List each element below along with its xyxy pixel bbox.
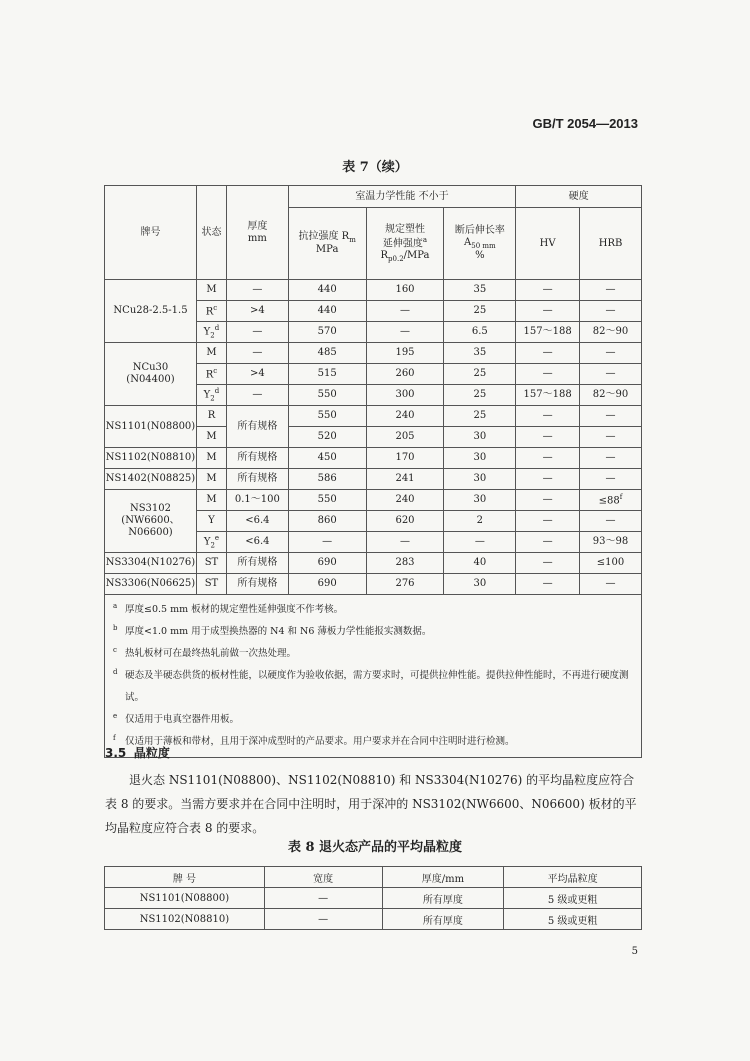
header-yield-sup: a xyxy=(422,235,428,244)
cell-tensile: 690 xyxy=(288,553,366,574)
footnote-text: 热轧板材可在最终热轧前做一次热处理。 xyxy=(125,648,297,659)
grade-label: NS1102(N08810) xyxy=(105,452,196,463)
footnote-mark: f xyxy=(113,734,116,742)
cell-elongation: 25 xyxy=(444,385,516,406)
cell-tensile: 450 xyxy=(288,448,366,469)
footnote-mark: d xyxy=(113,668,118,676)
footnote-text: 仅适用于薄板和带材，且用于深冲成型时的产品要求。用户要求并在合同中注明时进行检测。 xyxy=(125,736,515,747)
cell-yield: 240 xyxy=(366,490,444,511)
hrb-value: — xyxy=(605,305,616,316)
footnote-mark: b xyxy=(113,624,118,632)
cell-elongation: 6.5 xyxy=(444,322,516,343)
table-row xyxy=(105,469,642,490)
cell-hrb xyxy=(580,385,642,406)
grade-label: NCu28-2.5-1.5 xyxy=(113,305,188,316)
footnote-mark: c xyxy=(113,646,117,654)
hrb-value: — xyxy=(605,578,616,589)
cell-hrb xyxy=(580,553,642,574)
cell-hrb xyxy=(580,301,642,322)
hrb-value: — xyxy=(605,368,616,379)
cell-temper xyxy=(196,448,226,469)
hrb-value: — xyxy=(605,473,616,484)
temper-label: R xyxy=(207,410,216,421)
footnote-text: 硬态及半硬态供货的板材性能，以硬度作为验收依据，需方要求时，可提供拉伸性能。提供拉伸性能时，不再进行硬度测试。 xyxy=(125,670,629,703)
cell-hrb xyxy=(580,406,642,427)
cell-grade xyxy=(105,280,197,343)
cell-yield: 241 xyxy=(366,469,444,490)
t8-header-grain: 平均晶粒度 xyxy=(504,867,642,888)
cell-elongation: 30 xyxy=(444,490,516,511)
temper-label: M xyxy=(206,431,217,442)
cell-tensile: 690 xyxy=(288,574,366,595)
hrb-value: ≤100 xyxy=(596,557,625,568)
cell-temper xyxy=(196,532,226,553)
cell-tensile: 440 xyxy=(288,280,366,301)
cell-thickness: <6.4 xyxy=(226,511,288,532)
temper-label: Y xyxy=(203,536,211,548)
cell-yield: — xyxy=(366,301,444,322)
cell-thickness: — xyxy=(226,322,288,343)
hrb-value: — xyxy=(605,347,616,358)
temper-label: ST xyxy=(204,578,219,589)
cell-hv: — xyxy=(516,448,580,469)
temper-note-mark: d xyxy=(214,387,220,396)
temper-label: M xyxy=(206,494,217,505)
hrb-value: — xyxy=(605,431,616,442)
cell-temper xyxy=(196,385,226,406)
hrb-note-mark: f xyxy=(619,492,623,501)
cell-hv: — xyxy=(516,553,580,574)
cell-temper xyxy=(196,322,226,343)
table-row xyxy=(105,448,642,469)
header-yield-unit: /MPa xyxy=(403,249,430,261)
table-row xyxy=(105,553,642,574)
cell-yield: 283 xyxy=(366,553,444,574)
header-yield-label: 规定塑性 xyxy=(385,223,425,235)
cell-elongation: — xyxy=(444,532,516,553)
cell-tensile: 860 xyxy=(288,511,366,532)
footnote xyxy=(113,643,633,665)
header-tensile-sub: m xyxy=(349,235,356,244)
table8-title: 表 8 退火态产品的平均晶粒度 xyxy=(287,840,463,855)
cell-temper xyxy=(196,406,226,427)
cell-yield: 170 xyxy=(366,448,444,469)
cell-elongation: 2 xyxy=(444,511,516,532)
header-elong-sub: 50 mm xyxy=(471,241,496,250)
cell-hv: — xyxy=(516,574,580,595)
cell-tensile: 550 xyxy=(288,385,366,406)
cell-elongation: 30 xyxy=(444,469,516,490)
temper-note-mark: e xyxy=(214,534,220,543)
header-yield-label2: 延伸强度 xyxy=(382,237,423,249)
cell-elongation: 25 xyxy=(444,406,516,427)
header-elong-unit: % xyxy=(475,250,485,262)
header-thickness xyxy=(226,186,288,280)
header-hardness-group: 硬度 xyxy=(516,186,642,208)
temper-label: R xyxy=(205,369,214,381)
cell-yield: 300 xyxy=(366,385,444,406)
table-row xyxy=(105,909,642,930)
cell-hrb xyxy=(580,322,642,343)
cell-tensile: 586 xyxy=(288,469,366,490)
header-temper: 状态 xyxy=(196,186,226,280)
table-row xyxy=(105,574,642,595)
temper-label: Y xyxy=(208,515,215,526)
temper-sub: 2 xyxy=(210,394,215,403)
cell-yield: 240 xyxy=(366,406,444,427)
cell-thickness: — xyxy=(226,343,288,364)
temper-sub: 2 xyxy=(210,331,215,340)
cell-yield: — xyxy=(366,532,444,553)
temper-label: M xyxy=(206,284,217,295)
cell-thickness: 所有规格 xyxy=(226,448,288,469)
temper-label: M xyxy=(206,452,217,463)
header-mech-group: 室温力学性能 不小于 xyxy=(288,186,515,208)
cell-hv: — xyxy=(516,427,580,448)
t8-header-thickness: 厚度/mm xyxy=(382,867,504,888)
table7-notes xyxy=(105,595,642,758)
cell-yield: 195 xyxy=(366,343,444,364)
t8-cell-grade: NS1102(N08810) xyxy=(105,909,265,930)
cell-elongation: 25 xyxy=(444,364,516,385)
header-tensile xyxy=(288,208,366,280)
section-heading xyxy=(105,744,170,761)
cell-elongation: 35 xyxy=(444,343,516,364)
cell-thickness: 所有规格 xyxy=(226,553,288,574)
grade-label: NS3304(N10276) xyxy=(105,557,196,568)
cell-thickness: — xyxy=(226,385,288,406)
cell-yield: 260 xyxy=(366,364,444,385)
grade-label: NCu30 xyxy=(132,362,169,373)
temper-label: Y xyxy=(203,389,211,401)
cell-temper xyxy=(196,511,226,532)
grade-label: NS3306(N06625) xyxy=(105,578,196,589)
cell-tensile: 515 xyxy=(288,364,366,385)
header-tensile-label: 抗拉强度 R xyxy=(298,230,350,242)
cell-tensile: 440 xyxy=(288,301,366,322)
cell-tensile: 485 xyxy=(288,343,366,364)
cell-elongation: 25 xyxy=(444,301,516,322)
section-number: 3.5 xyxy=(105,746,127,760)
page-number: 5 xyxy=(631,946,638,957)
table7-body xyxy=(105,280,642,595)
cell-hv: — xyxy=(516,301,580,322)
t8-cell-thickness: 所有厚度 xyxy=(382,888,504,909)
cell-temper xyxy=(196,469,226,490)
cell-hrb xyxy=(580,469,642,490)
cell-hrb xyxy=(580,532,642,553)
cell-elongation: 35 xyxy=(444,280,516,301)
grade-label: NS3102 xyxy=(129,503,172,514)
footnote xyxy=(113,731,633,753)
t8-cell-grade: NS1101(N08800) xyxy=(105,888,265,909)
temper-label: R xyxy=(205,306,214,318)
cell-hrb xyxy=(580,511,642,532)
cell-hrb xyxy=(580,490,642,511)
temper-label: Y xyxy=(203,326,211,338)
cell-yield: 205 xyxy=(366,427,444,448)
cell-hv: 157～188 xyxy=(516,322,580,343)
cell-thickness: 所有规格 xyxy=(226,406,288,448)
header-tensile-unit: MPa xyxy=(315,244,339,256)
cell-hv: — xyxy=(516,490,580,511)
t8-cell-width: — xyxy=(264,909,382,930)
cell-elongation: 30 xyxy=(444,448,516,469)
section-paragraph: 退火态 NS1101(N08800)、NS1102(N08810) 和 NS3304(N10276) 的平均晶粒度应符合表 8 的要求。当需方要求并在合同中注明时，用于深冲的 NS3102(NW6600、N06600) 板材的平均晶粒度应符合表 8 的要求。 xyxy=(105,773,637,835)
footnote-text: 厚度≤0.5 mm 板材的规定塑性延伸强度不作考核。 xyxy=(125,604,344,615)
hrb-value: 82～90 xyxy=(592,389,629,400)
grade-label: NS1101(N08800) xyxy=(105,420,196,432)
cell-elongation: 30 xyxy=(444,427,516,448)
cell-temper xyxy=(196,553,226,574)
t8-cell-thickness: 所有厚度 xyxy=(382,909,504,930)
t8-header-grade: 牌 号 xyxy=(105,867,265,888)
temper-note-mark: d xyxy=(214,324,220,333)
table-row xyxy=(105,343,642,364)
header-thickness-label: 厚度 xyxy=(247,220,268,232)
cell-temper xyxy=(196,301,226,322)
cell-hrb xyxy=(580,574,642,595)
header-yield-r: R xyxy=(380,249,389,261)
header-yield xyxy=(366,208,444,280)
table7-title: 表 7（续） xyxy=(342,160,408,175)
hrb-value: — xyxy=(605,410,616,421)
header-elong-sym: A xyxy=(464,236,472,248)
cell-tensile: 520 xyxy=(288,427,366,448)
cell-temper xyxy=(196,343,226,364)
cell-yield: 160 xyxy=(366,280,444,301)
footnote-mark: a xyxy=(113,602,118,610)
cell-hrb xyxy=(580,343,642,364)
temper-sub: 2 xyxy=(210,541,215,550)
cell-yield: 620 xyxy=(366,511,444,532)
cell-tensile: 550 xyxy=(288,490,366,511)
cell-hrb xyxy=(580,448,642,469)
temper-note-mark: c xyxy=(213,366,218,375)
table-row xyxy=(105,406,642,427)
t8-cell-grain: 5 级或更粗 xyxy=(504,909,642,930)
header-hv: HV xyxy=(516,208,580,280)
hrb-value: 93～98 xyxy=(592,536,629,547)
temper-label: M xyxy=(206,347,217,358)
cell-grade xyxy=(105,490,197,553)
table8 xyxy=(104,866,642,930)
cell-hv: — xyxy=(516,280,580,301)
cell-temper xyxy=(196,574,226,595)
cell-hv: 157～188 xyxy=(516,385,580,406)
temper-label: ST xyxy=(204,557,219,568)
section-title: 晶粒度 xyxy=(133,746,170,760)
cell-thickness: 0.1～100 xyxy=(226,490,288,511)
cell-hv: — xyxy=(516,406,580,427)
cell-hv: — xyxy=(516,532,580,553)
cell-hrb xyxy=(580,364,642,385)
table-row xyxy=(105,490,642,511)
header-elongation xyxy=(444,208,516,280)
cell-temper xyxy=(196,364,226,385)
cell-thickness: >4 xyxy=(226,301,288,322)
cell-yield: — xyxy=(366,322,444,343)
cell-elongation: 30 xyxy=(444,574,516,595)
cell-grade xyxy=(105,574,197,595)
grade-code: (NW6600、N06600) xyxy=(121,515,180,538)
hrb-value: — xyxy=(605,452,616,463)
cell-hrb xyxy=(580,280,642,301)
cell-grade xyxy=(105,469,197,490)
cell-thickness: >4 xyxy=(226,364,288,385)
header-thickness-unit: mm xyxy=(247,232,267,244)
cell-hv: — xyxy=(516,364,580,385)
cell-hv: — xyxy=(516,511,580,532)
hrb-value: 82～90 xyxy=(592,326,629,337)
cell-tensile: 570 xyxy=(288,322,366,343)
cell-thickness: 所有规格 xyxy=(226,469,288,490)
temper-label: M xyxy=(206,473,217,484)
footnote-mark: e xyxy=(113,712,118,720)
footnote-text: 仅适用于电真空器件用板。 xyxy=(125,714,240,725)
cell-grade xyxy=(105,343,197,406)
cell-grade xyxy=(105,553,197,574)
footnote xyxy=(113,665,633,709)
cell-grade xyxy=(105,448,197,469)
table-row xyxy=(105,888,642,909)
cell-hv: — xyxy=(516,469,580,490)
header-elong-label: 断后伸长率 xyxy=(454,224,505,236)
cell-temper xyxy=(196,427,226,448)
footnote xyxy=(113,709,633,731)
footnote xyxy=(113,621,633,643)
t8-cell-width: — xyxy=(264,888,382,909)
cell-tensile: — xyxy=(288,532,366,553)
cell-hrb xyxy=(580,427,642,448)
cell-tensile: 550 xyxy=(288,406,366,427)
table7 xyxy=(104,185,642,758)
footnote-text: 厚度<1.0 mm 用于成型换热器的 N4 和 N6 薄板力学性能报实测数据。 xyxy=(125,626,432,637)
cell-yield: 276 xyxy=(366,574,444,595)
hrb-value: — xyxy=(605,515,616,526)
footnote xyxy=(113,599,633,621)
cell-hv: — xyxy=(516,343,580,364)
cell-thickness: <6.4 xyxy=(226,532,288,553)
hrb-value: ≤88 xyxy=(598,495,620,507)
cell-temper xyxy=(196,280,226,301)
cell-elongation: 40 xyxy=(444,553,516,574)
t8-header-width: 宽度 xyxy=(264,867,382,888)
grade-label: NS1402(N08825) xyxy=(105,473,196,484)
temper-note-mark: c xyxy=(213,303,218,312)
header-hrb: HRB xyxy=(580,208,642,280)
table-row xyxy=(105,280,642,301)
grade-code: (N04400) xyxy=(126,374,175,385)
standard-code: GB/T 2054—2013 xyxy=(532,116,638,131)
header-yield-sub: p0.2 xyxy=(388,254,404,263)
cell-temper xyxy=(196,490,226,511)
cell-thickness: 所有规格 xyxy=(226,574,288,595)
cell-grade xyxy=(105,406,197,448)
cell-thickness: — xyxy=(226,280,288,301)
header-grade: 牌号 xyxy=(105,186,197,280)
t8-cell-grain: 5 级或更粗 xyxy=(504,888,642,909)
hrb-value: — xyxy=(605,284,616,295)
